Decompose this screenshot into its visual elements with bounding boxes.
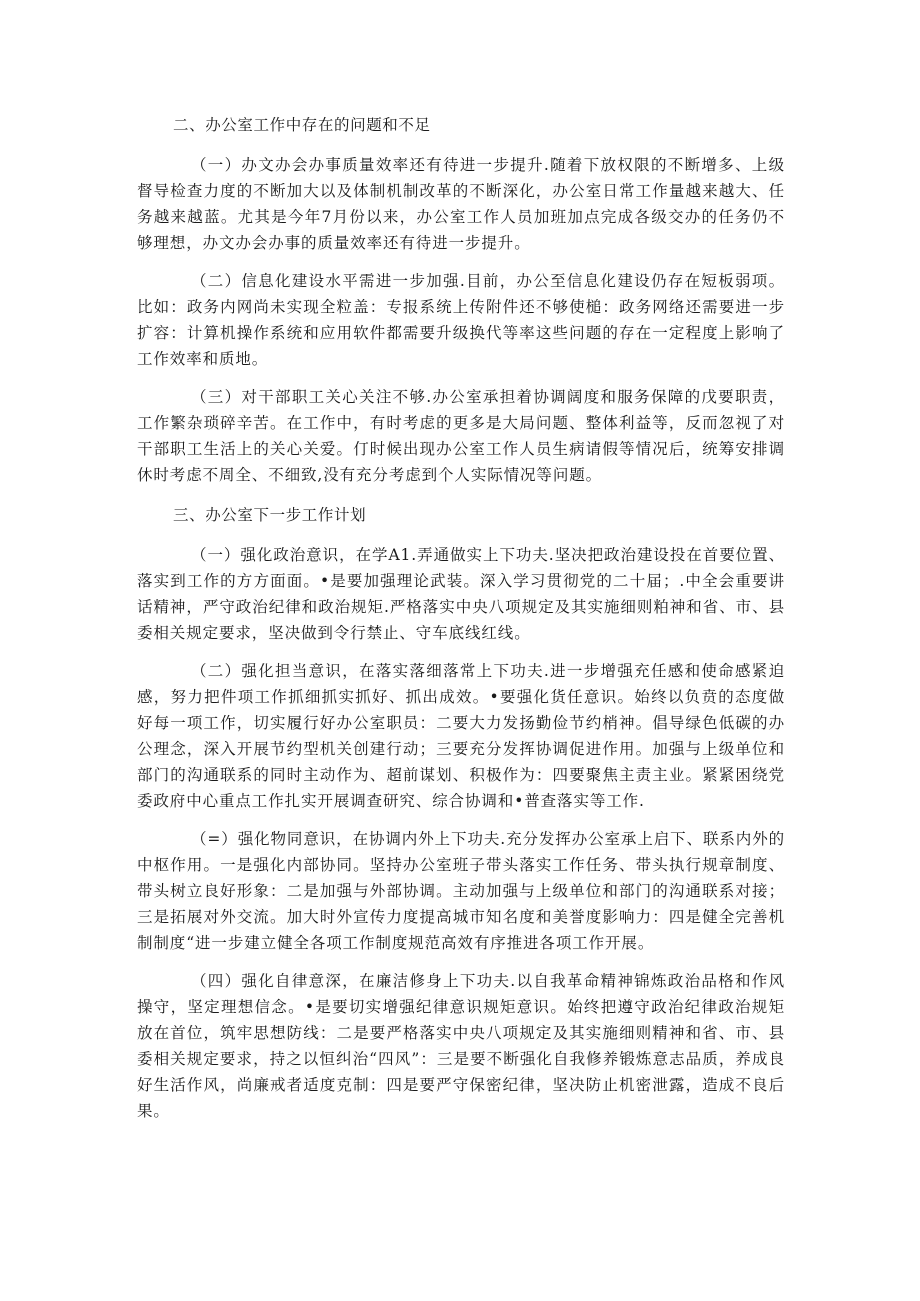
section-heading-plan: 三、办公室下一步工作计划 [173,506,367,524]
paragraph-problem-3: （三）对干部职工关心关注不够.办公室承担着协调阔度和服务保障的戊要职责，工作繁杂琐碎辛苦。在工作中，有时考虑的更多是大局问题、整体利益等，反而忽视了对干部职工生活上的关心关爱。仃时候出现办公室工作人员生病请假等情况后，统筹安排调休时考虑不周全、不细致,没有充分考虑到个人实际情况等问题。 [137,388,785,484]
paragraph-plan-1: （一）强化政治意识，在学A1.弄通做实上下功夫.坚决把政治建设投在首要位置、落实到工作的方方面面。•是要加强理论武装。深入学习贯彻党的二十届；.中全会重要讲话精神，严守政治纪律和政治规矩.严格落实中央八项规定及其实施细则粕神和省、市、县委相关规定要求，坚决做到令行禁止、守车底线红线。 [137,546,785,642]
paragraph-problem-1: （一）办文办会办事质量效率还有待进一步提升.随着下放权限的不断增多、上级督导检查力度的不断加大以及体制机制改革的不断深化，办公室日常工作量越来越大、任务越来越蓝。尤其是今年7月份以来，办公室工作人员加班加点完成各级交办的任务仍不够理想，办文办会办事的质量效率还有待进一步提升。 [137,156,785,252]
section-heading-problems: 二、办公室工作中存在的问题和不足 [173,116,431,134]
paragraph-plan-3: （=）强化物同意识，在协调内外上下功夫.充分发挥办公室承上启下、联系内外的中枢作用。一是强化内部协同。坚持办公室班子带头落实工作任务、带头执行规章制度、带头树立良好形象：二是加强与外部协调。主动加强与上级单位和部门的沟通联系对接；三是拓展对外交流。加大时外宣传力度提高城市知名度和美誉度影响力：四是健全完善机制制度“进一步建立健全各项工作制度规范高效有序推进各项工作开展。 [137,830,785,952]
document-page [137,110,785,1136]
paragraph-plan-2: （二）强化担当意识，在落实落细落常上下功夫.进一步增强充任感和使命感紧迫感，努力把件项工作抓细抓实抓好、抓出成效。•要强化货任意识。始终以负贲的态度做好每一项工作，切实履行好办公室职员：二要大力发扬勤俭节约梢神。倡导绿色低碳的办公理念，深入开展节约型机关创建行动；三要充分发挥协调促进作用。加强与上级单位和部门的沟通联系的同时主动作为、超前谋划、积极作为：四要聚焦主责主业。紧紧困绕党委政府中心重点工作扎实开展调查研究、综合协调和•普查落实等工作. [137,662,785,810]
paragraph-problem-2: （二）信息化建设水平需进一步加强.目前，办公至信息化建设仍存在短板弱项。比如：政务内网尚未实现全粒盖：专报系统上传附件还不够使槌：政务网络还需要进一步扩容：计算机操作系统和应用软件都需要升级换代等率这些问题的存在一定程度上影响了工作效率和质地。 [137,272,785,368]
paragraph-plan-4: （四）强化自律意深，在廉洁修身上下功夫.以自我革命精神锦炼政治品格和作风操守，坚定理想信念。•是要切实增强纪律意识规矩意识。始终把遵守政治纪律政治规矩放在首位，筑牢思想防线：二是要严格落实中央八项规定及其实施细则精神和省、市、县委相关规定要求，持之以恒纠治“四风”：三是要不断强化自我修养锻炼意志品质，养成良好生活作风，尚廉戒者适度克制：四是要严守保密纪律，坚决防止机密泄露，造成不良后果。 [137,972,785,1120]
